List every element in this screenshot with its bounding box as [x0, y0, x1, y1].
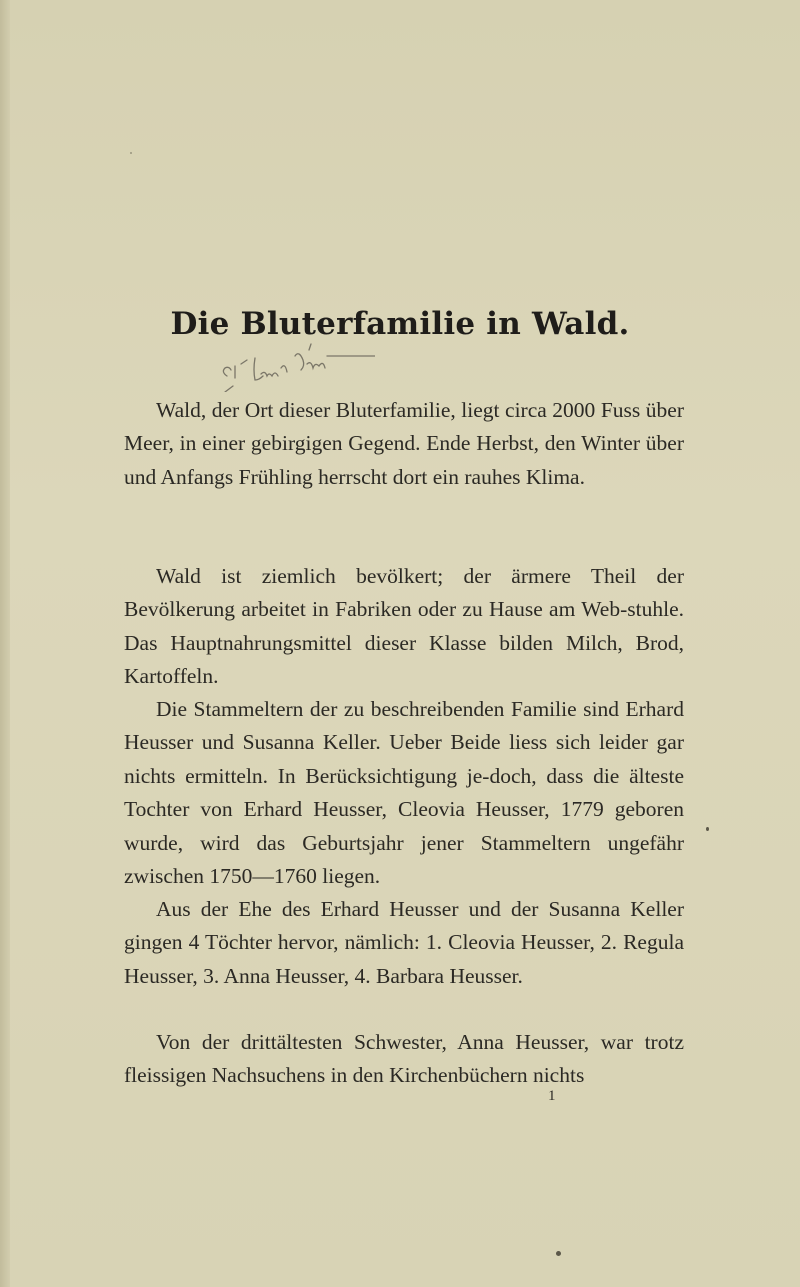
paragraph-daughters	[124, 893, 684, 993]
paragraph-text: Von der drittältesten Schwester, Anna Heusser, war trotz fleissigen Nachsuchens in den Kirchenbüchern nichts	[124, 1030, 684, 1088]
paragraph-text: Wald, der Ort dieser Bluterfamilie, liegt circa 2000 Fuss über Meer, in einer gebirgigen Gegend. Ende Herbst, den Winter über und Anfangs Frühling herrscht dort ein rauhes Klima.	[124, 398, 684, 489]
paper-speck	[130, 152, 132, 154]
paragraph-ancestors	[124, 693, 684, 893]
paragraph-population	[124, 560, 684, 694]
paragraph-text: Aus der Ehe des Erhard Heusser und der Susanna Keller gingen 4 Töchter hervor, nämlich: 1. Cleovia Heusser, 2. Regula Heusser, 3. Anna Heusser, 4. Barbara Heusser.	[124, 897, 684, 988]
paragraph-text: Wald ist ziemlich bevölkert; der ärmere Theil der Bevölkerung arbeitet in Fabriken oder zu Hause am Web-stuhle. Das Hauptnahrungsmittel dieser Klasse bilden Milch, Brod, Kartoffeln.	[124, 564, 684, 689]
page-title: Die Bluterfamilie in Wald.	[170, 306, 630, 342]
paragraph-location	[124, 394, 684, 494]
paper-speck	[706, 827, 709, 831]
paragraph-third-sister	[124, 1026, 684, 1093]
page-edge-shadow	[0, 0, 10, 1287]
paragraph-text: Die Stammeltern der zu beschreibenden Familie sind Erhard Heusser und Susanna Keller. Ueber Beide liess sich leider gar nichts ermitteln. In Berücksichtigung je-doch, dass die älteste Tochter von Erhard Heusser, Cleovia Heusser, 1779 geboren wurde, wird das Geburtsjahr jener Stammeltern ungefähr zwischen 1750—1760 liegen.	[124, 697, 684, 889]
page-number: 1	[548, 1088, 556, 1104]
paper-speck	[556, 1251, 561, 1256]
handwritten-annotation	[215, 342, 375, 392]
